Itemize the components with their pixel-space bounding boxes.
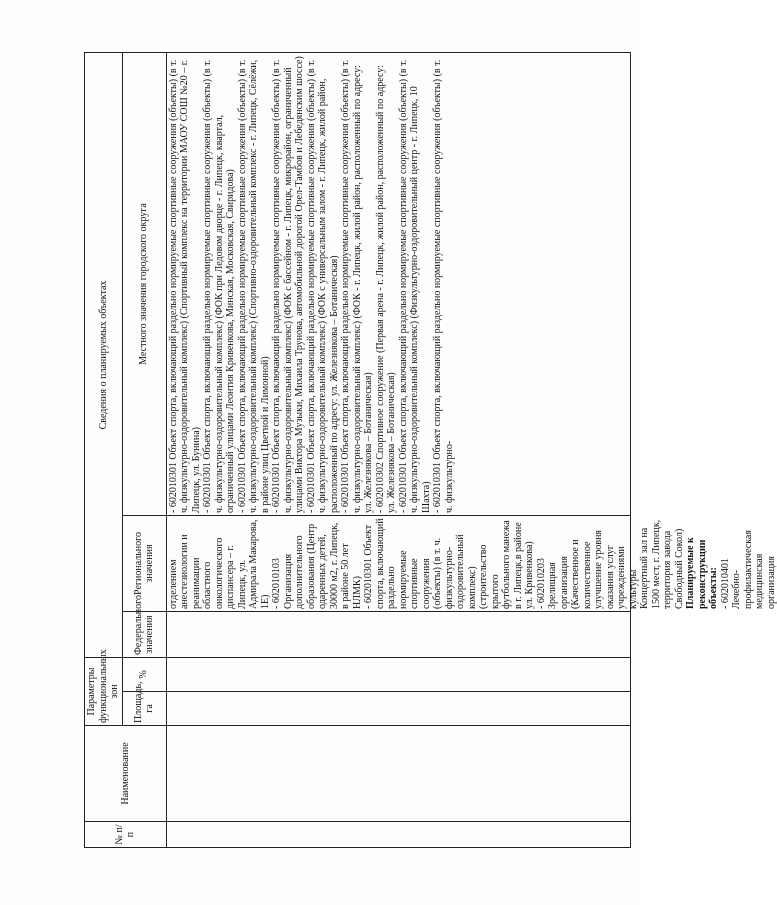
cell-area (166, 692, 631, 726)
regional-entry: - 602010301 Объект спорта, включающий раздельно нормируемые спортивные сооружения (объекты) (в т. ч. физкультурно-оздоровительный комплекс) (строительство крытого футбольного манежа в г. Липецк,в районе ул. Кривенкова) (363, 518, 535, 609)
regional-entry: - 602010103 Организация дополнительного образования (Центр одаренных детей, 30000 м2, г. Липецк, в районе 50 лет НЛМК) (271, 522, 363, 609)
header-info: Сведения о планируемых объектах (85, 52, 123, 657)
cell-num (166, 822, 631, 848)
header-num: № п/п (85, 822, 167, 848)
cell-regional (166, 516, 777, 612)
header-reg: Регионального значения (122, 516, 166, 612)
local-entry: - 602010301 Объект спорта, включающий раздельно нормируемые спортивные сооружения (объекты) (в т. ч. физкультурно-оздоровительный комплекс) (ФОК с бассейном - г. Липецк, микрорайон, ограниченный улицами Виктора Музыки, Михаила Трунова, автомобильной дорогой Орел-Тамбов и Лебедянским шоссе) (271, 56, 305, 513)
regional-entry: - 602010401 Лечебно-профилактическая медицинская организация (719, 530, 777, 609)
cell-local (166, 52, 631, 515)
rotated-table-wrapper (84, 53, 777, 848)
header-fed: Федерального значения (122, 612, 166, 658)
header-area: Площадь, га (122, 692, 166, 726)
header-params: Параметры функциональных зон (85, 658, 123, 726)
local-entry: - 602010301 Объект спорта, включающий раздельно нормируемые спортивные сооружения (объекты) (в т. ч. физкультурно-оздоровительный комплекс) (ФОК - г. Липецк, жилой район, расположенный по адресу: ул. Железнякова – Ботаническая) (340, 59, 374, 513)
local-entry: - 602010301 Объект спорта, включающий раздельно нормируемые спортивные сооружения (объекты) (в т. ч. физкультурно-оздоровительный комплекс) (Спортивный комплекс на территории МАОУ СОШ №20 – г. Липецк, ул. Бунина) (167, 59, 202, 513)
header-name: Наименование (85, 726, 167, 822)
header-pct: % (122, 658, 166, 692)
cell-fed (166, 612, 631, 658)
cell-name (166, 726, 631, 822)
local-entry: - 602010301 Объект спорта, включающий раздельно нормируемые спортивные сооружения (объекты) (в т. ч. физкультурно-оздоровительный комплекс) (Физкультурно-оздоровительный центр - г. Липецк, 10 Шахта) (397, 59, 432, 513)
header-loc: Местного значения городского округа (122, 52, 166, 515)
local-entry: - 602010302 Спортивное сооружение (Первая арена - г. Липецк, жилой район, расположенный по адресу: ул. Железнякова – Ботаническая) (374, 65, 397, 513)
regional-subheading: Планируемые к реконструкции объекты: (685, 537, 719, 609)
cell-pct (166, 658, 631, 692)
local-entry: - 602010301 Объект спорта, включающий раздельно нормируемые спортивные сооружения (объекты) (в т. ч. физкультурно-оздоровительный комплекс) (Спортивно-оздоровительный комплекс - г. Липецк, Сёлёжи, в районе улиц Цветной и Лимонной) (236, 59, 271, 513)
local-entry: - 602010301 Объект спорта, включающий раздельно нормируемые спортивные сооружения (объекты) (в т. ч. физкультурно-оздоровительный комплекс) (ФОК при Ледовом дворце - г. Липецк, квартал, ограниченный улицами Леонтия Кривенкова, Минская, Московская, Свиридова) (202, 59, 236, 513)
regional-entry: областного онкологического диспансера – г. Липецк, ул. Адмирала Макарова, 1Е) (202, 519, 271, 609)
local-entry: - 602010301 Объект спорта, включающий раздельно нормируемые спортивные сооружения (объекты) (в т. ч. физкультурно- (432, 59, 455, 513)
regional-entry: отделением анестезиологии и реанимации (167, 534, 202, 609)
planned-objects-table (84, 52, 777, 848)
local-entry: - 602010301 Объект спорта, включающий раздельно нормируемые спортивные сооружения (объекты) (в т. ч. физкультурно-оздоровительный комплекс) (ФОК с универсальным залом - г. Липецк, жилой район, расположенный по адресу: ул. Железнякова – Ботаническая) (305, 59, 340, 513)
regional-entry: - 602010203 Зрелищная организация (Качественное и количественное улучшение уровня оказания услуг учреждениями культуры Концертный зал на 1500 мест, г. Липецк, территория завода Свободный Сокол) (535, 519, 685, 609)
